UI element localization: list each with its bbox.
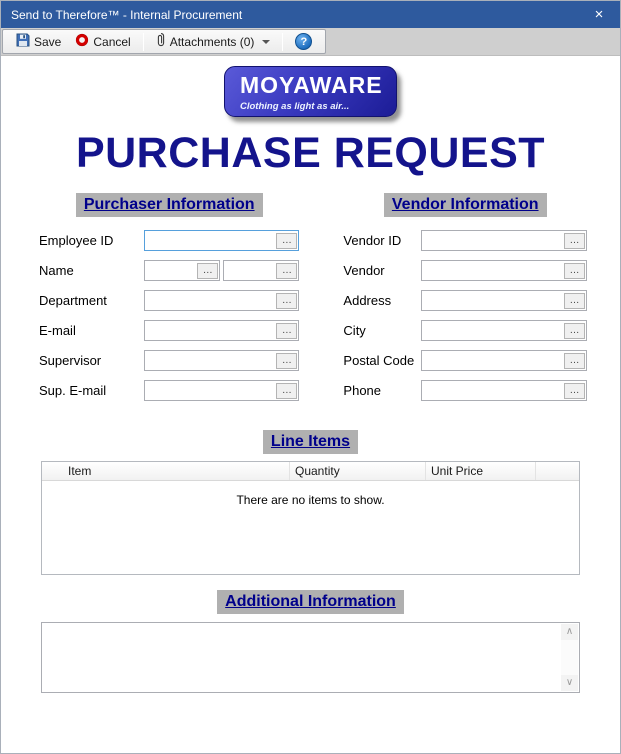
company-logo — [224, 66, 397, 117]
line-items-section — [1, 430, 620, 575]
sup-email-input[interactable] — [145, 381, 274, 400]
attachments-button-label: Attachments (0) — [169, 34, 255, 49]
supervisor-field — [144, 350, 299, 371]
line-items-table — [41, 461, 580, 575]
vendor-field — [421, 260, 587, 281]
attachments-dropdown-caret — [262, 40, 270, 44]
sup-email-lookup-button[interactable]: … — [276, 383, 297, 399]
purchaser-section — [39, 193, 299, 410]
toolbar-separator — [143, 33, 144, 51]
email-lookup-button[interactable]: … — [276, 323, 297, 339]
field-row-supervisor — [39, 350, 299, 371]
line-items-header-row — [42, 462, 579, 481]
field-row-email — [39, 320, 299, 341]
help-button[interactable] — [289, 30, 318, 53]
city-field — [421, 320, 587, 341]
field-row-city — [343, 320, 587, 341]
field-row-vendor-id — [343, 230, 587, 251]
vertical-scrollbar[interactable] — [561, 624, 578, 691]
phone-label: Phone — [343, 383, 382, 398]
field-row-postal-code — [343, 350, 587, 371]
column-header-unit-price[interactable]: Unit Price — [426, 462, 536, 480]
supervisor-input[interactable] — [145, 351, 274, 370]
sup-email-field — [144, 380, 299, 401]
title-bar — [1, 1, 620, 28]
first-name-lookup-button[interactable]: … — [197, 263, 218, 279]
field-row-address — [343, 290, 587, 311]
additional-info-section-title: Additional Information — [217, 590, 404, 614]
close-icon[interactable]: × — [594, 6, 604, 23]
field-row-phone — [343, 380, 587, 401]
department-input[interactable] — [145, 291, 274, 310]
phone-field — [421, 380, 587, 401]
phone-lookup-button[interactable]: … — [564, 383, 585, 399]
employee-id-field — [144, 230, 299, 251]
postal-code-label: Postal Code — [343, 353, 415, 368]
additional-info-textarea[interactable] — [42, 623, 560, 692]
save-icon — [16, 33, 30, 50]
vendor-label: Vendor — [343, 263, 385, 278]
vendor-section-title: Vendor Information — [384, 193, 547, 217]
city-label: City — [343, 323, 366, 338]
address-field — [421, 290, 587, 311]
department-field — [144, 290, 299, 311]
employee-id-label: Employee ID — [39, 233, 114, 248]
supervisor-label: Supervisor — [39, 353, 102, 368]
last-name-lookup-button[interactable]: … — [276, 263, 297, 279]
sup-email-label: Sup. E-mail — [39, 383, 107, 398]
save-button-label: Save — [34, 34, 62, 49]
employee-id-lookup-button[interactable]: … — [276, 233, 297, 249]
supervisor-lookup-button[interactable]: … — [276, 353, 297, 369]
field-row-sup-email — [39, 380, 299, 401]
vendor-id-field — [421, 230, 587, 251]
department-label: Department — [39, 293, 107, 308]
window-title: Send to Therefore™ - Internal Procurement — [11, 7, 243, 22]
vendor-id-lookup-button[interactable]: … — [564, 233, 585, 249]
toolbar — [1, 28, 620, 56]
scroll-down-icon[interactable]: ∨ — [561, 675, 578, 691]
vendor-id-label: Vendor ID — [343, 233, 402, 248]
last-name-field — [223, 260, 299, 281]
vendor-id-input[interactable] — [422, 231, 562, 250]
email-field — [144, 320, 299, 341]
vendor-section — [343, 193, 587, 410]
column-header-filler — [536, 462, 579, 480]
department-lookup-button[interactable]: … — [276, 293, 297, 309]
address-label: Address — [343, 293, 392, 308]
first-name-field — [144, 260, 220, 281]
form-content — [1, 66, 620, 693]
first-name-input[interactable] — [145, 261, 195, 280]
cancel-icon — [75, 33, 89, 50]
postal-code-lookup-button[interactable]: … — [564, 353, 585, 369]
address-input[interactable] — [422, 291, 562, 310]
email-input[interactable] — [145, 321, 274, 340]
last-name-input[interactable] — [224, 261, 274, 280]
purchaser-section-title: Purchaser Information — [76, 193, 263, 217]
attachments-button[interactable] — [150, 29, 277, 54]
line-items-empty-state: There are no items to show. — [236, 493, 385, 507]
help-icon: ? — [295, 33, 312, 50]
name-label: Name — [39, 263, 74, 278]
city-input[interactable] — [422, 321, 562, 340]
cancel-button[interactable] — [69, 30, 136, 53]
field-row-name — [39, 260, 299, 281]
page-title: PURCHASE REQUEST — [75, 129, 546, 177]
info-columns — [39, 193, 587, 410]
save-button[interactable] — [10, 30, 67, 53]
paperclip-icon — [156, 32, 166, 51]
column-header-quantity[interactable]: Quantity — [290, 462, 426, 480]
cancel-button-label: Cancel — [93, 34, 131, 49]
column-header-item[interactable]: Item — [42, 462, 290, 480]
field-row-employee-id — [39, 230, 299, 251]
employee-id-input[interactable] — [145, 231, 274, 250]
additional-info-section — [1, 590, 620, 693]
email-label: E-mail — [39, 323, 76, 338]
vendor-input[interactable] — [422, 261, 562, 280]
field-row-vendor — [343, 260, 587, 281]
phone-input[interactable] — [422, 381, 562, 400]
logo-brand-text: MOYAWARE — [240, 72, 383, 98]
vendor-lookup-button[interactable]: … — [564, 263, 585, 279]
additional-info-field — [41, 622, 580, 693]
postal-code-input[interactable] — [422, 351, 562, 370]
logo-tagline: Clothing as light as air... — [240, 101, 350, 112]
toolbar-separator — [282, 33, 283, 51]
line-items-section-title: Line Items — [263, 430, 358, 454]
scroll-up-icon[interactable]: ∧ — [561, 624, 578, 640]
city-lookup-button[interactable]: … — [564, 323, 585, 339]
postal-code-field — [421, 350, 587, 371]
toolbar-button-group — [2, 29, 326, 54]
field-row-department — [39, 290, 299, 311]
address-lookup-button[interactable]: … — [564, 293, 585, 309]
